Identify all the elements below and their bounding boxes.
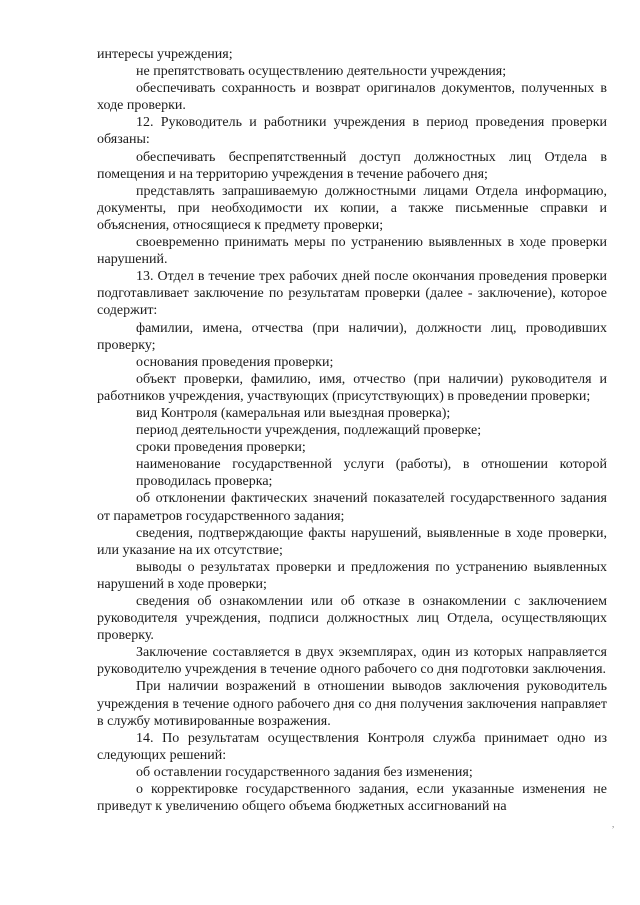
paragraph-3: обеспечивать сохранность и возврат оригиналов документов, полученных в ходе проверки. [97, 81, 607, 114]
paragraph-20: Заключение составляется в двух экземплярах, один из которых направляется руководителю учреждения в течение одного рабочего со дня подготовки заключения. [97, 645, 607, 678]
paragraph-23: об оставлении государственного задания без изменения; [136, 764, 473, 780]
paragraph-22: 14. По результатам осуществления Контроля служба принимает одно из следующих решений: [97, 730, 607, 763]
document-body [97, 46, 607, 815]
paragraph-1: интересы учреждения; [97, 47, 233, 62]
paragraph-5: обеспечивать беспрепятственный доступ должностных лиц Отдела в помещения и на территорию учреждения в течение рабочего дня; [97, 149, 607, 182]
paragraph-24: о корректировке государственного задания, если указанные изменения не приведут к увеличению общего объема бюджетных ассигнований на [97, 782, 607, 815]
paragraph-10: основания проведения проверки; [136, 354, 334, 370]
paragraph-4: 12. Руководитель и работники учреждения в период проведения проверки обязаны: [97, 115, 607, 148]
paragraph-17: сведения, подтверждающие факты нарушений, выявленные в ходе проверки, или указание на их отсутствие; [97, 525, 607, 558]
paragraph-2: не препятствовать осуществлению деятельности учреждения; [136, 64, 507, 80]
paragraph-11: объект проверки, фамилию, имя, отчество (при наличии) руководителя и работников учреждения, участвующих (присутствующих) в проведении проверки; [97, 371, 607, 404]
paragraph-7: своевременно принимать меры по устранению выявленных в ходе проверки нарушений. [97, 235, 607, 268]
paragraph-18: выводы о результатах проверки и предложения по устранению выявленных нарушений в ходе проверки; [97, 559, 607, 592]
paragraph-15: наименование государственной услуги (работы), в отношении которой проводилась проверка; [136, 457, 607, 490]
paragraph-19: сведения об ознакомлении или об отказе в ознакомлении с заключением руководителя учреждения, подписи должностных лиц Отдела, осуществляющих проверку. [97, 594, 607, 644]
paragraph-12: вид Контроля (камеральная или выездная проверка); [136, 405, 451, 421]
paragraph-6: представлять запрашиваемую должностными лицами Отдела информацию, документы, при необходимости их копии, а также письменные справки и объяснения, относящиеся к предмету проверки; [97, 183, 607, 233]
paragraph-13: период деятельности учреждения, подлежащий проверке; [136, 423, 482, 439]
margin-mark: , [612, 819, 615, 829]
paragraph-21: При наличии возражений в отношении выводов заключения руководитель учреждения в течение одного рабочего дня со дня получения заключения направляет в службу мотивированные возражения. [97, 679, 607, 729]
paragraph-16: об отклонении фактических значений показателей государственного задания от параметров государственного задания; [97, 491, 607, 524]
paragraph-14: сроки проведения проверки; [136, 440, 306, 456]
paragraph-9: фамилии, имена, отчества (при наличии), должности лиц, проводивших проверку; [97, 320, 607, 353]
paragraph-8: 13. Отдел в течение трех рабочих дней после окончания проведения проверки подготавливает заключение по результатам проверки (далее - заключение), которое содержит: [97, 269, 607, 319]
